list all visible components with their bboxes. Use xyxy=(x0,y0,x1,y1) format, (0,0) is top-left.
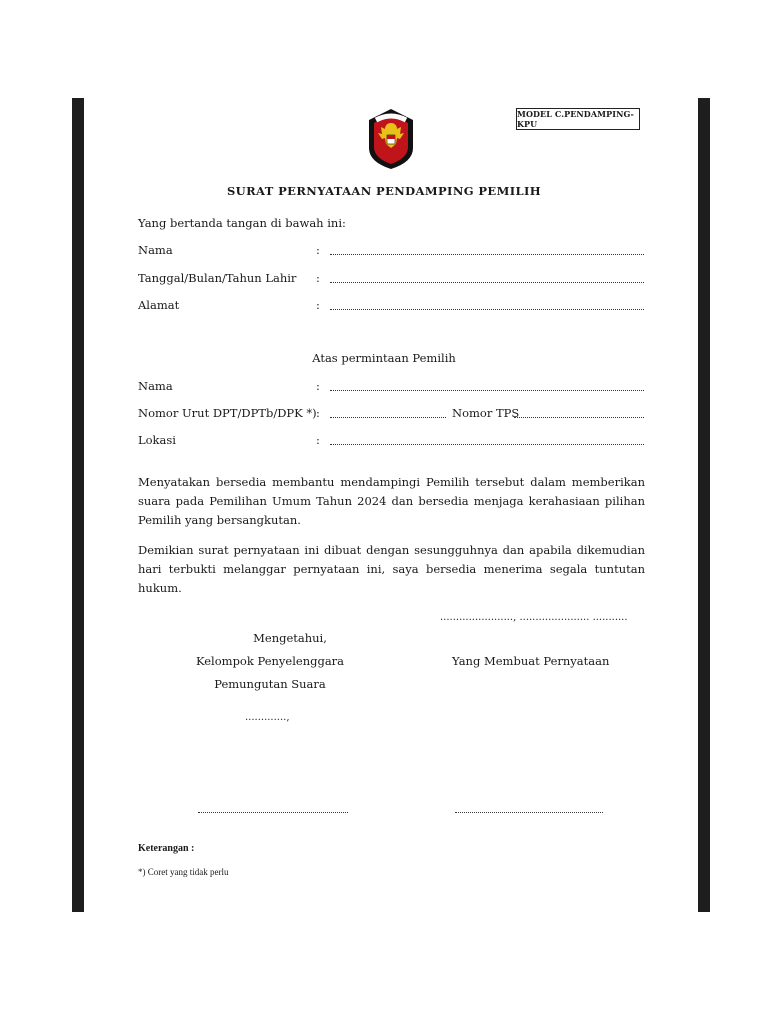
kpu-logo-icon xyxy=(367,108,415,170)
companion-dob-label: Tanggal/Bulan/Tahun Lahir xyxy=(138,271,297,285)
colon: : xyxy=(316,243,320,257)
voter-location-field[interactable] xyxy=(330,434,644,445)
notes-item: *) Coret yang tidak perlu xyxy=(138,867,229,877)
right-signature-line[interactable] xyxy=(455,806,603,813)
sign-left-line2: Kelompok Penyelenggara xyxy=(195,654,345,668)
intro-text: Yang bertanda tangan di bawah ini: xyxy=(138,216,346,230)
statement-paragraph: Menyatakan bersedia membantu mendampingi Pemilih tersebut dalam memberikan suara pada Pemilihan Umum Tahun 2024 dan bersedia menjaga kerahasiaan pilihan Pemilih yang bersangkutan. xyxy=(138,475,645,527)
voter-dpt-label: Nomor Urut DPT/DPTb/DPK *) xyxy=(138,406,317,420)
page-right-border xyxy=(698,98,710,912)
model-code-box: MODEL C.PENDAMPING-KPU xyxy=(516,108,640,130)
colon: : xyxy=(316,298,320,312)
document-title: SURAT PERNYATAAN PENDAMPING PEMILIH xyxy=(226,184,542,198)
companion-address-field[interactable] xyxy=(330,299,644,310)
colon: : xyxy=(316,379,320,393)
colon: : xyxy=(316,271,320,285)
companion-name-field[interactable] xyxy=(330,244,644,255)
voter-section-heading: Atas permintaan Pemilih xyxy=(312,351,456,365)
voter-dpt-field[interactable] xyxy=(330,407,446,418)
voter-tps-label: Nomor TPS xyxy=(452,406,520,420)
voter-location-label: Lokasi xyxy=(138,433,176,447)
sign-left-placeholder[interactable]: ............., xyxy=(245,712,290,723)
place-date-line[interactable]: ......................., ...................... ........... xyxy=(440,612,628,623)
page-left-border xyxy=(72,98,84,912)
notes-heading: Keterangan : xyxy=(138,843,195,854)
colon: : xyxy=(316,406,320,420)
companion-dob-field[interactable] xyxy=(330,272,644,283)
voter-name-field[interactable] xyxy=(330,380,644,391)
sign-right-line1: Yang Membuat Pernyataan xyxy=(452,654,610,668)
colon: : xyxy=(316,433,320,447)
left-signature-line[interactable] xyxy=(198,806,348,813)
companion-name-label: Nama xyxy=(138,243,173,257)
sign-left-line3: Pemungutan Suara xyxy=(214,677,326,691)
companion-address-label: Alamat xyxy=(138,298,180,312)
sign-left-line1: Mengetahui, xyxy=(253,631,327,645)
closing-paragraph: Demikian surat pernyataan ini dibuat dengan sesungguhnya dan apabila dikemudian hari terbukti melanggar pernyataan ini, saya bersedia menerima segala tuntutan hukum. xyxy=(138,543,645,595)
voter-tps-field[interactable] xyxy=(514,407,644,418)
voter-name-label: Nama xyxy=(138,379,173,393)
